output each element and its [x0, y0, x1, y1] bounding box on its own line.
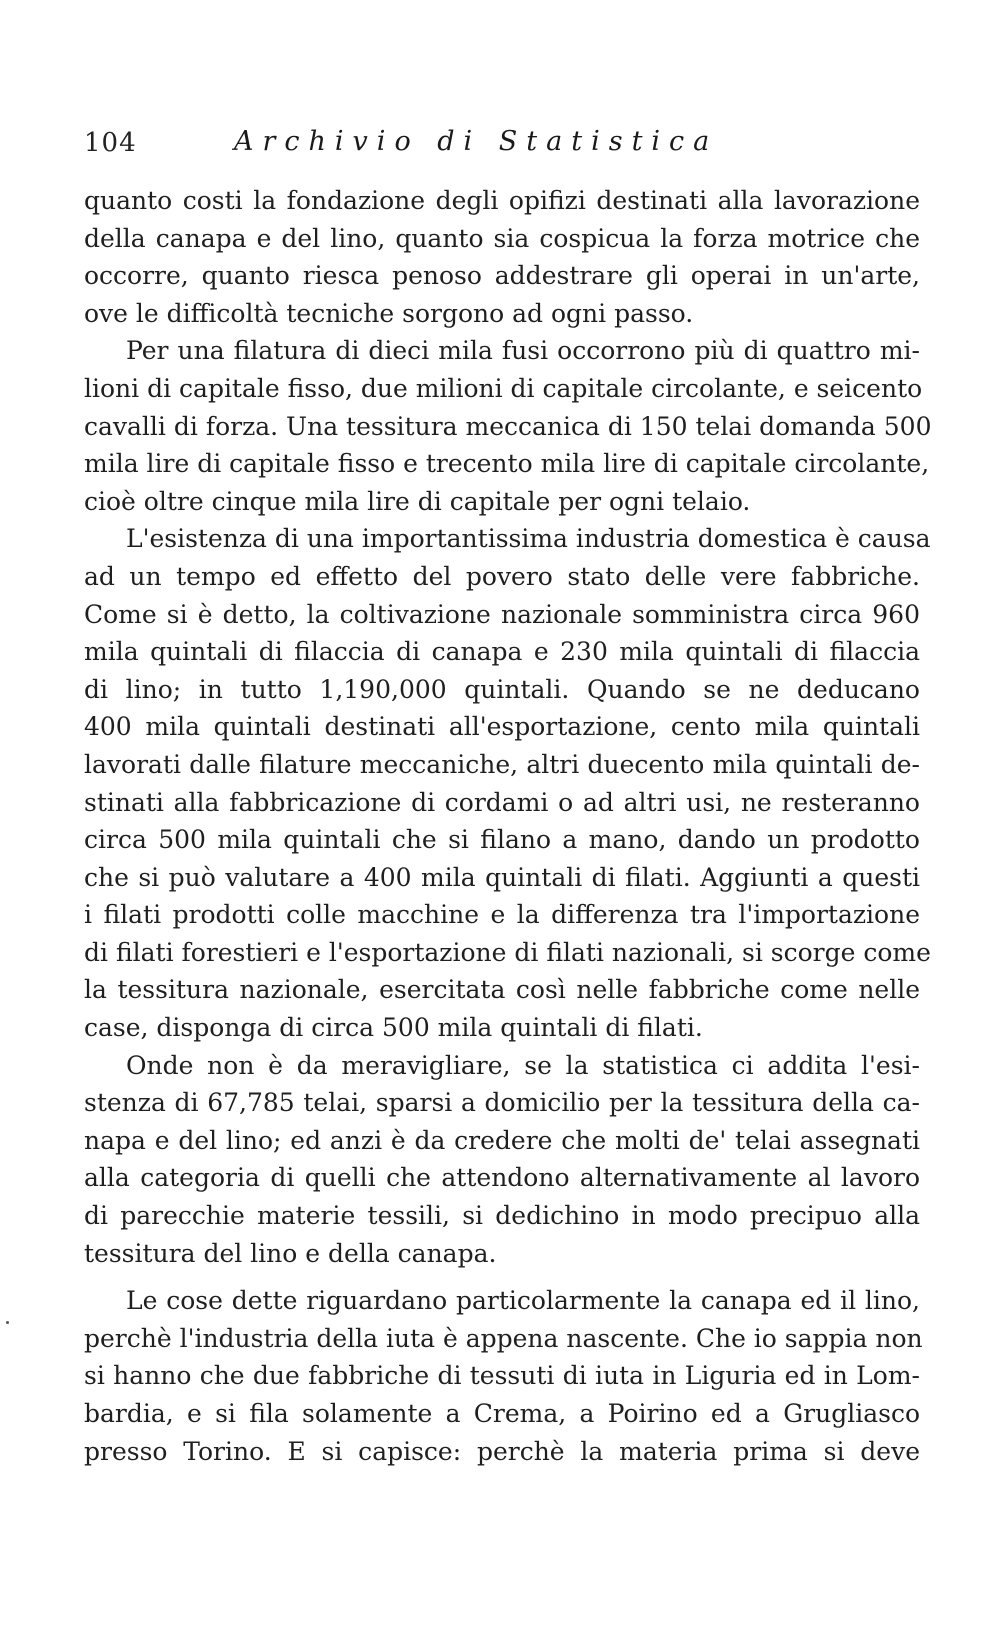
text-line: alla categoria di quelli che attendono alternativamente al lavoro	[84, 1163, 920, 1193]
body-text	[84, 182, 932, 1470]
text-line: che si può valutare a 400 mila quintali di filati. Aggiunti a questi	[84, 862, 920, 892]
text-line: napa e del lino; ed anzi è da credere che molti de' telai assegnati	[84, 1125, 920, 1155]
text-line: mila lire di capitale fisso e trecento mila lire di capitale circolante,	[84, 449, 930, 479]
text-line: di lino; in tutto 1,190,000 quintali. Quando se ne deducano	[84, 674, 920, 704]
page-number: 104	[84, 128, 137, 158]
text-line: L'esistenza di una importantissima industria domestica è causa	[126, 524, 931, 554]
paragraph-3	[84, 520, 931, 1046]
text-line: di filati forestieri e l'esportazione di filati nazionali, si scorge come	[84, 937, 931, 967]
text-line: quanto costi la fondazione degli opifizi destinati alla lavorazione	[84, 186, 920, 215]
text-line: la tessitura nazionale, esercitata così nelle fabbriche come nelle	[84, 975, 920, 1005]
text-line: si hanno che due fabbriche di tessuti di iuta in Liguria ed in Lom-	[84, 1361, 920, 1391]
text-line: lavorati dalle filature meccaniche, altri duecento mila quintali de-	[84, 749, 920, 779]
text-line: tessitura del lino e della canapa.	[84, 1238, 497, 1268]
text-line: i filati prodotti colle macchine e la differenza tra l'importazione	[84, 900, 920, 930]
paragraph-1	[84, 182, 920, 332]
paragraph-4	[84, 1047, 920, 1273]
scan-speck	[6, 1321, 9, 1324]
text-line: lioni di capitale fisso, due milioni di capitale circolante, e seicento	[84, 373, 923, 403]
page-header	[84, 128, 920, 168]
text-line: stinati alla fabbricazione di cordami o ad altri usi, ne resteranno	[84, 787, 920, 817]
text-line: Per una filatura di dieci mila fusi occorrono più di quattro mi-	[126, 336, 920, 366]
text-line: Le cose dette riguardano particolarmente la canapa ed il lino,	[126, 1286, 920, 1316]
text-line: mila quintali di filaccia di canapa e 230 mila quintali di filaccia	[84, 637, 920, 667]
text-line: bardia, e si fila solamente a Crema, a Poirino ed a Grugliasco	[84, 1399, 920, 1428]
text-line: ove le difficoltà tecniche sorgono ad ogni passo.	[84, 298, 694, 328]
running-head: Archivio di Statistica	[234, 126, 719, 157]
text-line: ad un tempo ed effetto del povero stato delle vere fabbriche.	[84, 561, 920, 591]
paragraph-2	[84, 332, 932, 520]
text-line: perchè l'industria della iuta è appena nascente. Che io sappia non	[84, 1323, 923, 1353]
text-line: stenza di 67,785 telai, sparsi a domicilio per la tessitura della ca-	[84, 1088, 920, 1118]
text-line: Onde non è da meravigliare, se la statistica ci addita l'esi-	[126, 1050, 920, 1080]
text-line: cioè oltre cinque mila lire di capitale per ogni telaio.	[84, 486, 751, 516]
text-line: presso Torino. E si capisce: perchè la materia prima si deve	[84, 1436, 920, 1466]
text-line: Come si è detto, la coltivazione nazionale somministra circa 960	[84, 599, 920, 629]
text-line: circa 500 mila quintali che si filano a mano, dando un prodotto	[84, 825, 920, 855]
text-line: cavalli di forza. Una tessitura meccanica di 150 telai domanda 500	[84, 411, 932, 441]
text-line: della canapa e del lino, quanto sia cospicua la forza motrice che	[84, 223, 920, 253]
paragraph-gap	[84, 1272, 920, 1282]
text-line: di parecchie materie tessili, si dedichino in modo precipuo alla	[84, 1201, 920, 1231]
text-line: occorre, quanto riesca penoso addestrare gli operai in un'arte,	[84, 261, 920, 291]
text-line: case, disponga di circa 500 mila quintali di filati.	[84, 1013, 703, 1043]
paragraph-5	[84, 1282, 923, 1470]
text-line: 400 mila quintali destinati all'esportazione, cento mila quintali	[84, 712, 920, 742]
